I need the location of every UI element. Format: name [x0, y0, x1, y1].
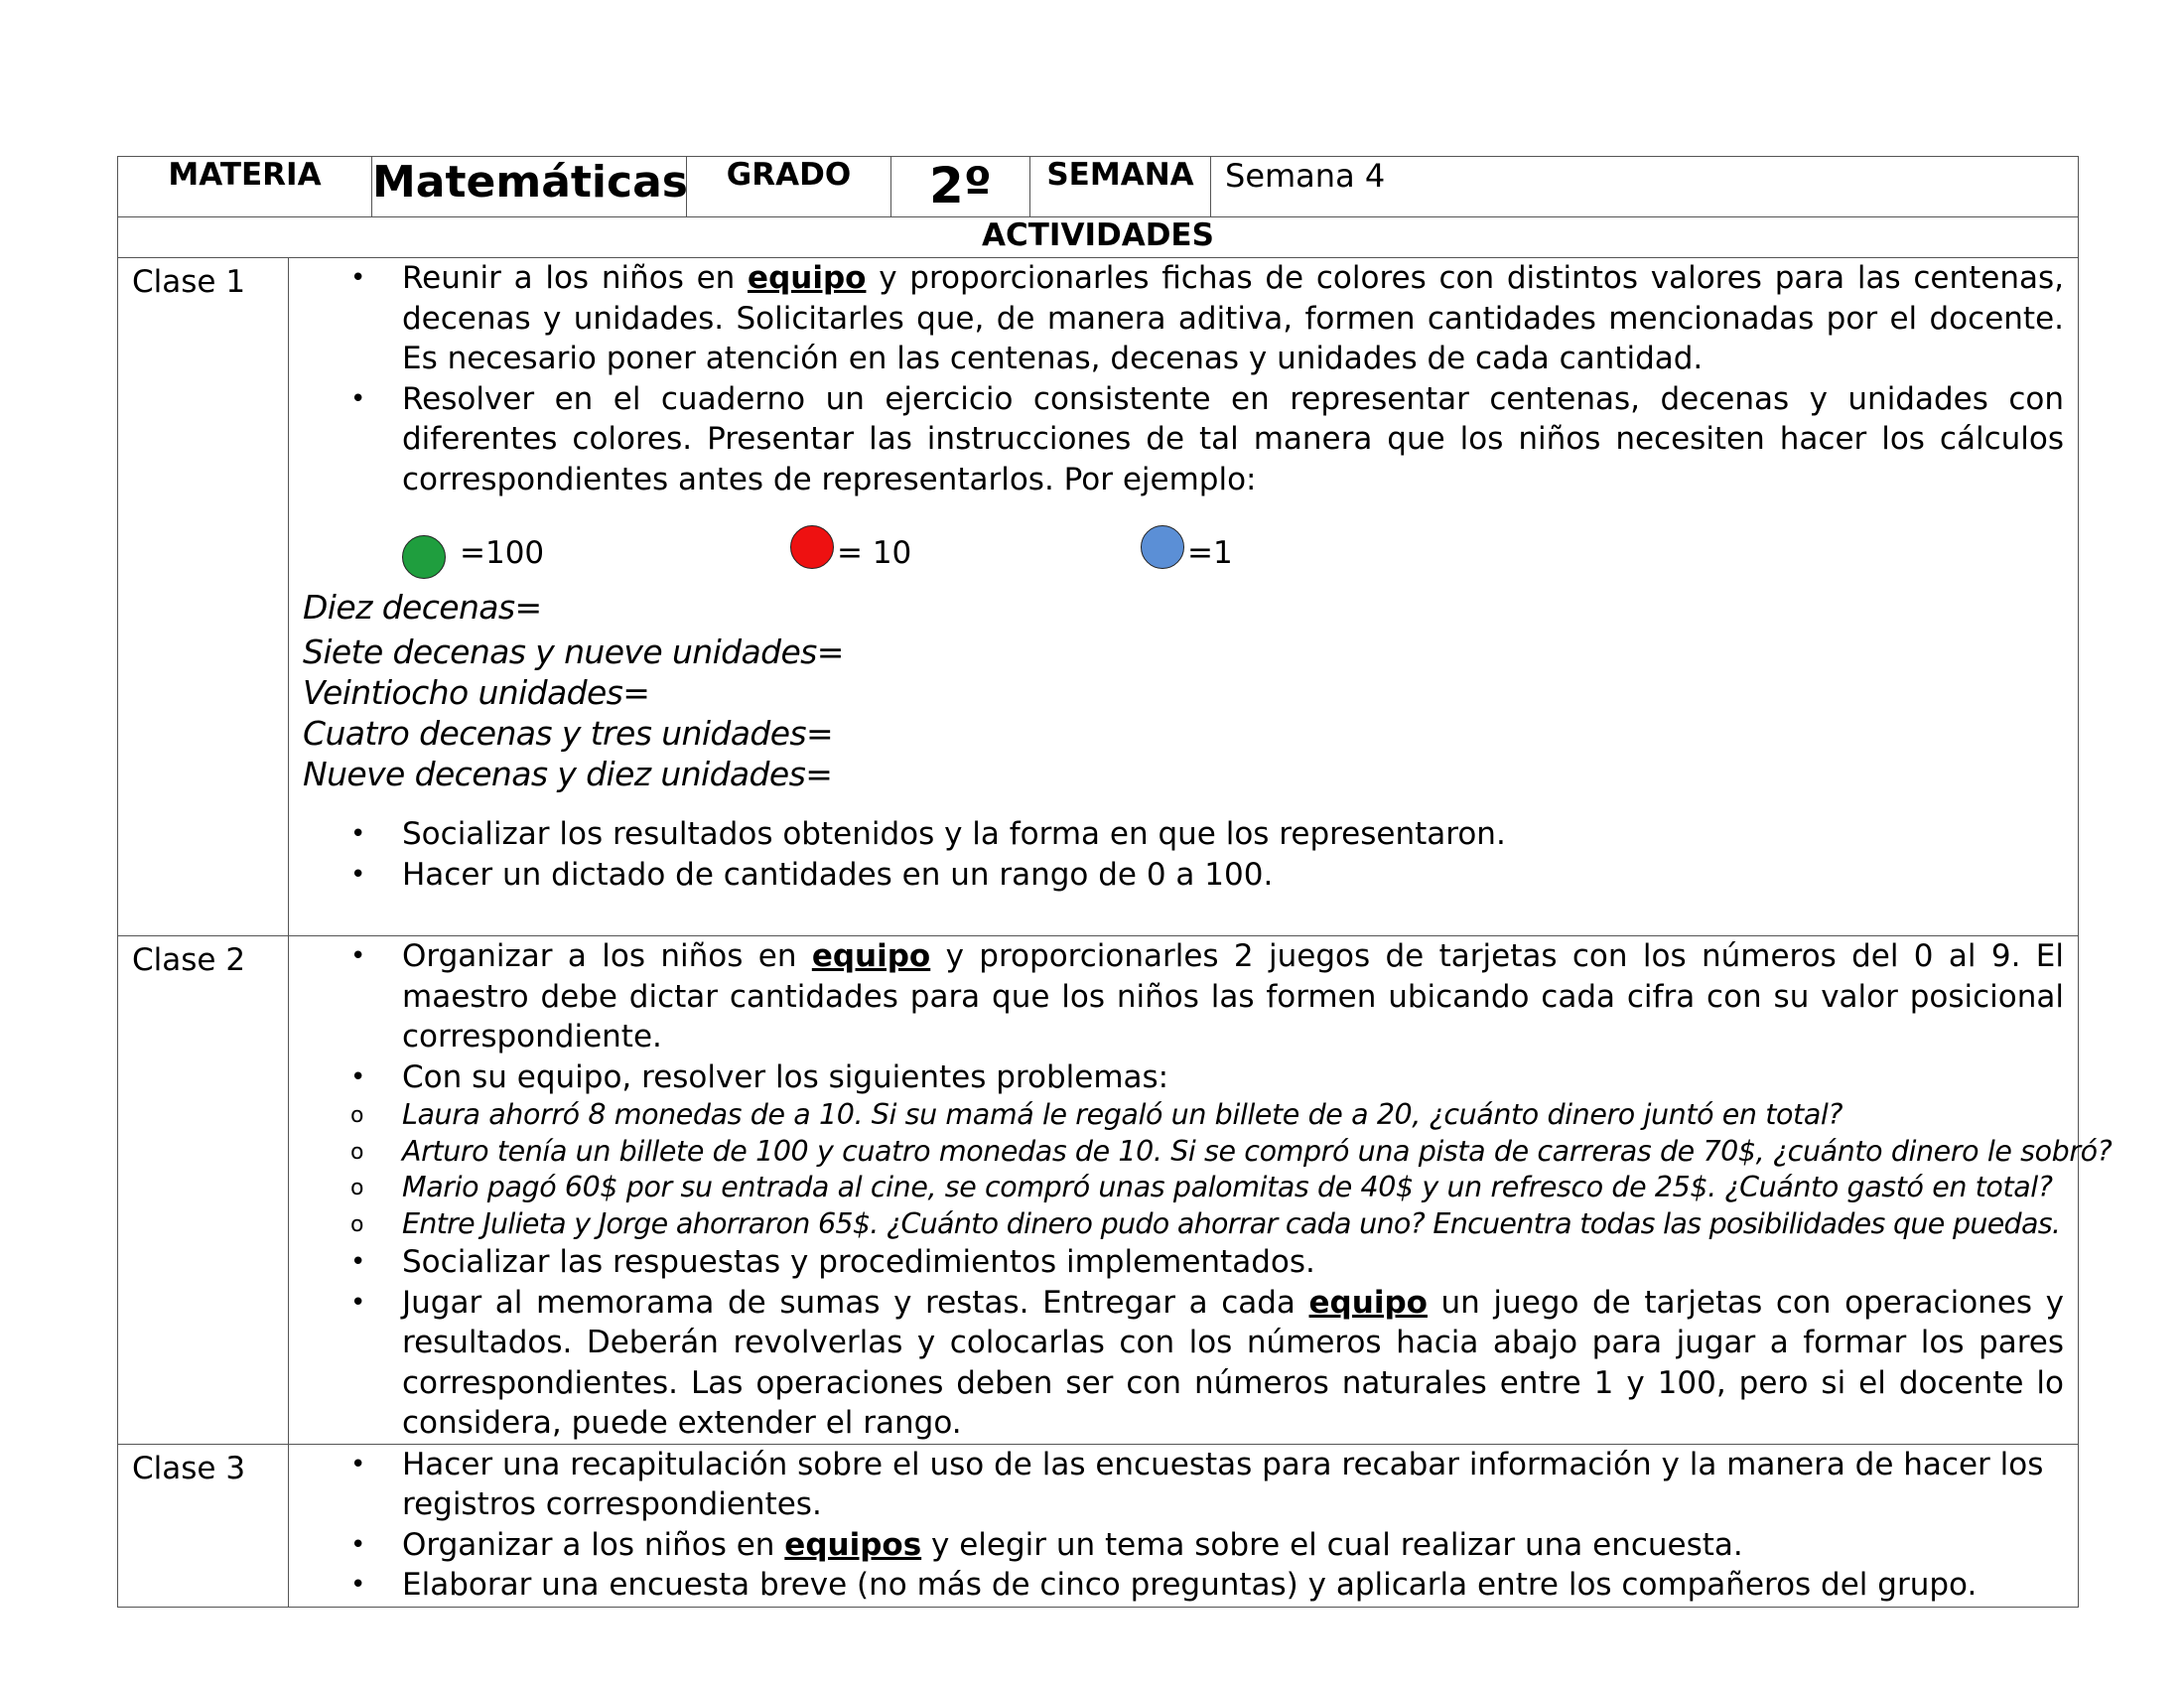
clase-3-list: [289, 1445, 2064, 1606]
green-circle-icon: [402, 535, 446, 579]
examples-list: [289, 587, 2064, 794]
list-item: • Resolver en el cuaderno un ejercicio consistente en representar centenas, decenas y unidades con diferentes colores. Presentar las instrucciones de tal manera que los niños necesiten hacer los cálculos correspondientes antes de representarlos. Por ejemplo:: [289, 379, 2064, 500]
list-item: [289, 258, 2064, 379]
clase-3-label: Clase 3: [118, 1444, 289, 1607]
clase-3-content: [289, 1444, 2079, 1607]
clase-1-list-bottom: [289, 814, 2064, 895]
emphasis-equipo: equipo: [1308, 1284, 1428, 1321]
example-item: Siete decenas y nueve unidades=: [303, 633, 844, 671]
blue-circle-icon: [1141, 525, 1184, 569]
item-text: un juego de tarjetas con operaciones y resultados. Deberán revolverlas y colocarlas con los números hacia abajo para jugar a formar los pares correspondientes. Las operaciones deben ser con números naturales entre 1 y 100, pero si el docente lo considera, puede extender el rango.: [402, 1284, 2064, 1441]
actividades-title: ACTIVIDADES: [118, 217, 2079, 258]
list-item: • Hacer un dictado de cantidades en un rango de 0 a 100.: [289, 855, 2064, 896]
example-item: Cuatro decenas y tres unidades=: [303, 714, 834, 753]
list-item: • Elaborar una encuesta breve (no más de cinco preguntas) y aplicarla entre los compañeros del grupo.: [289, 1565, 2064, 1606]
list-item: [289, 1283, 2064, 1444]
clase-1-list-top: [289, 258, 2064, 499]
list-item: [289, 1525, 2064, 1566]
problem-item: o Laura ahorró 8 monedas de a 10. Si su mamá le regaló un billete de a 20, ¿cuánto dinero juntó en total?: [289, 1097, 2064, 1134]
item-text: Organizar a los niños en: [402, 1526, 785, 1563]
legend-1: =1: [1187, 535, 1233, 571]
clase-2-content: [289, 936, 2113, 1445]
actividades-row: [118, 217, 2079, 258]
clase-3-row: [118, 1444, 2079, 1607]
list-item: • Socializar las respuestas y procedimientos implementados.: [289, 1242, 2064, 1283]
problem-item: o Entre Julieta y Jorge ahorraron 65$. ¿Cuánto dinero pudo ahorrar cada uno? Encuentra todas las posibilidades que puedas.: [289, 1206, 2064, 1243]
list-item: • Socializar los resultados obtenidos y la forma en que los representaron.: [289, 814, 2064, 855]
emphasis-equipo: equipo: [748, 260, 867, 296]
emphasis-equipos: equipos: [784, 1526, 922, 1563]
problem-item: o Mario pagó 60$ por su entrada al cine, se compró unas palomitas de 40$ y un refresco de 25$. ¿Cuánto gastó en total?: [289, 1170, 2064, 1206]
semana-value: Semana 4: [1211, 157, 2079, 217]
clase-1-content: [289, 258, 2079, 936]
clase-1-row: [118, 258, 2079, 936]
clase-2-label: Clase 2: [118, 936, 289, 1445]
example-item: Diez decenas=: [303, 588, 542, 627]
item-text: y proporcionarles 2 juegos de tarjetas con los números del 0 al 9. El maestro debe dictar cantidades para que los niños las formen ubicando cada cifra con su valor posicional correspondiente.: [402, 938, 2064, 1055]
item-text: y proporcionarles fichas de colores con distintos valores para las centenas, decenas y unidades. Solicitarles que, de manera aditiva, formen cantidades mencionadas por el docente. Es necesario poner atención en las centenas, decenas y unidades de cada cantidad.: [402, 260, 2064, 376]
grado-value: 2º: [891, 157, 1030, 217]
header-row: [118, 157, 2079, 217]
materia-label: MATERIA: [118, 157, 372, 217]
semana-label: SEMANA: [1030, 157, 1211, 217]
item-text: Reunir a los niños en: [402, 260, 749, 296]
item-text: Organizar a los niños en: [402, 938, 812, 974]
list-item: [289, 936, 2064, 1057]
list-item: • Hacer una recapitulación sobre el uso de las encuestas para recabar información y la manera de hacer los registros correspondientes.: [289, 1445, 2064, 1525]
clase-2-row: [118, 936, 2079, 1445]
legend-10: = 10: [837, 535, 912, 571]
color-legend: [289, 499, 2064, 581]
problem-item: o Arturo tenía un billete de 100 y cuatro monedas de 10. Si se compró una pista de carreras de 70$, ¿cuánto dinero le sobró?: [289, 1134, 2064, 1171]
item-text: Jugar al memorama de sumas y restas. Entregar a cada: [402, 1284, 1309, 1321]
legend-100: =100: [460, 535, 545, 571]
red-circle-icon: [790, 525, 834, 569]
example-item: Nueve decenas y diez unidades=: [303, 755, 833, 793]
clase-1-label: Clase 1: [118, 258, 289, 936]
list-item: • Con su equipo, resolver los siguientes problemas:: [289, 1057, 2064, 1098]
clase-2-list: [289, 936, 2113, 1444]
emphasis-equipo: equipo: [811, 938, 931, 974]
item-text: y elegir un tema sobre el cual realizar una encuesta.: [921, 1526, 1743, 1563]
example-item: Veintiocho unidades=: [303, 673, 650, 712]
grado-label: GRADO: [687, 157, 891, 217]
lesson-plan-table: [117, 156, 2113, 1608]
lesson-plan-page: [117, 156, 2113, 1608]
materia-value: Matemáticas: [372, 157, 687, 217]
